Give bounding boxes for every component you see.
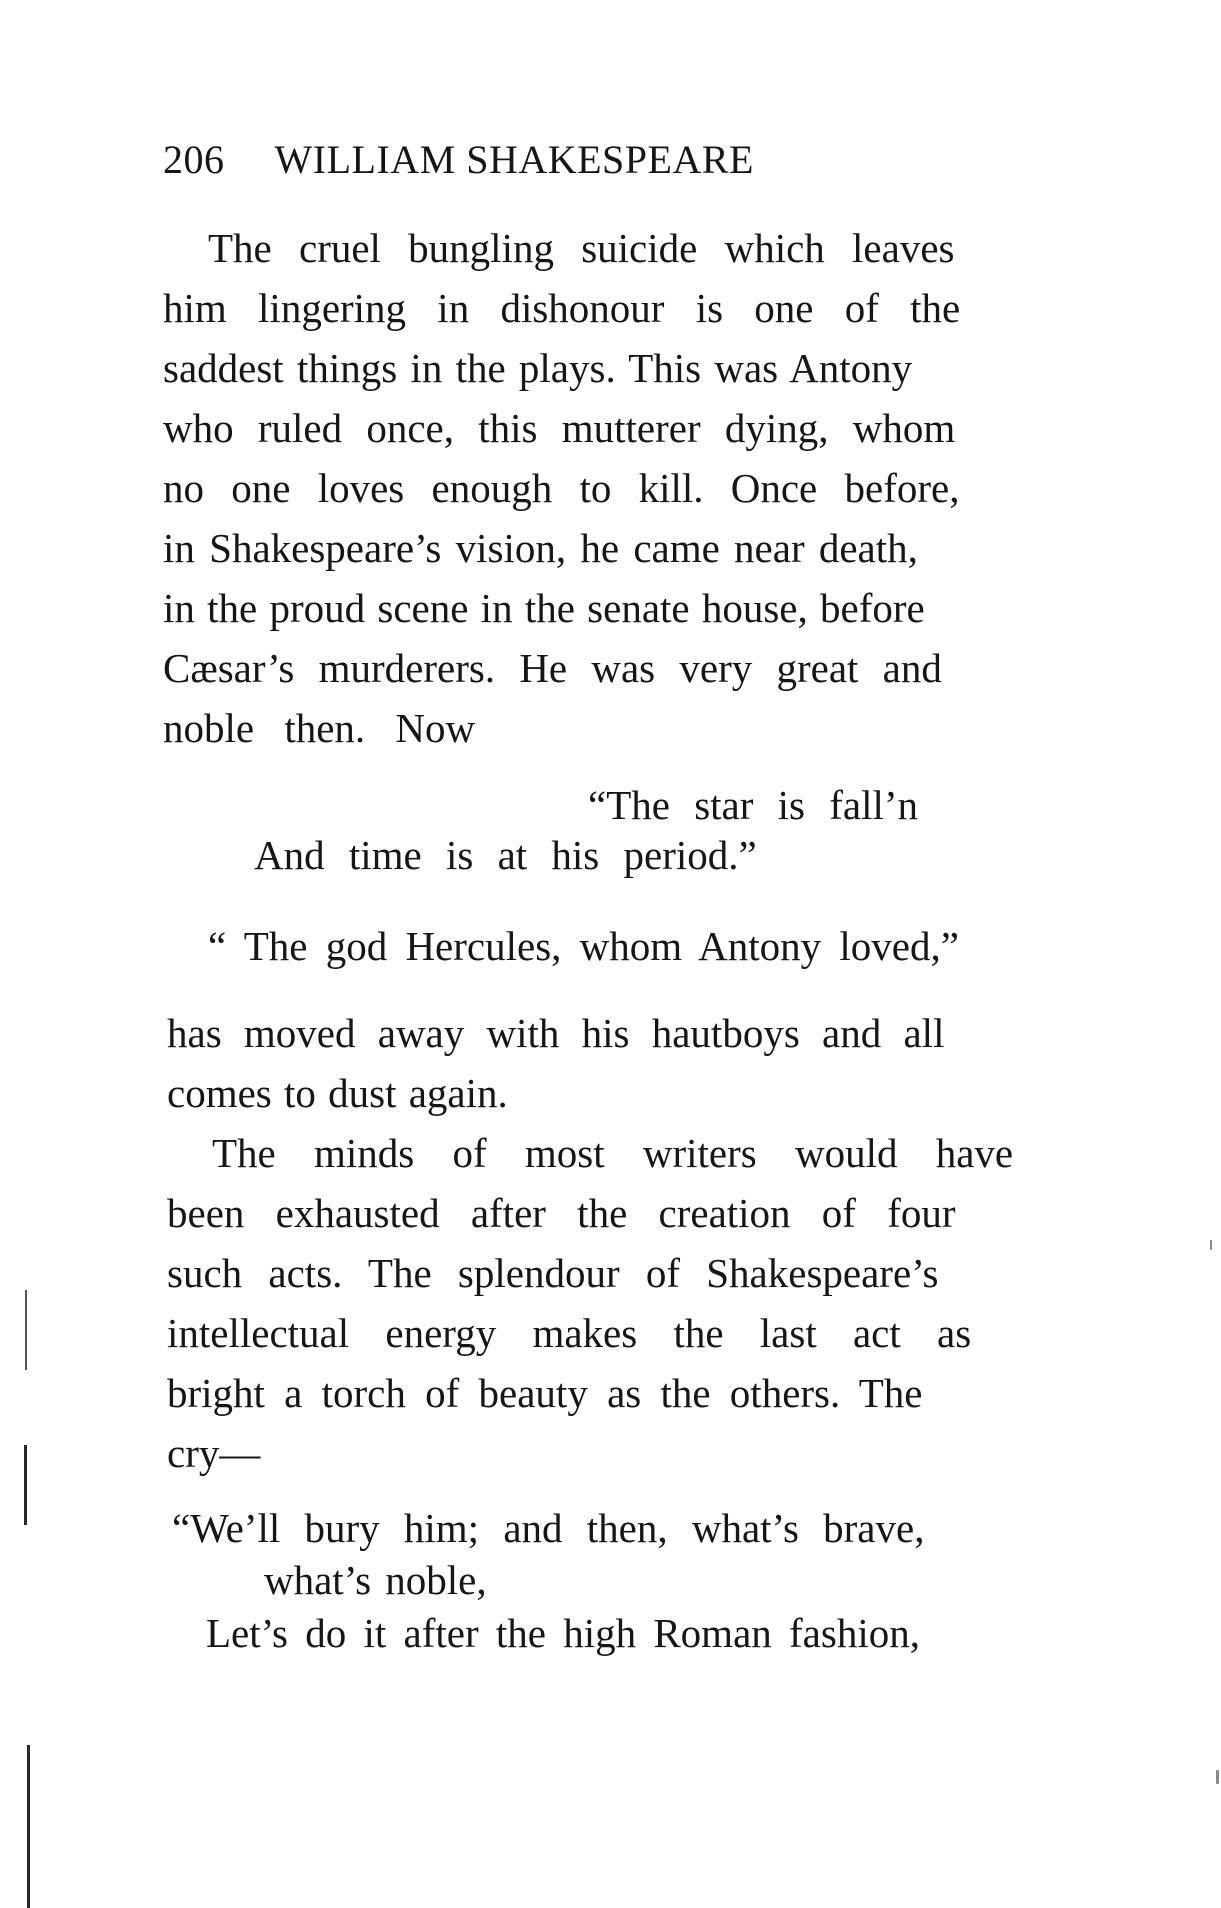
text-line xyxy=(167,1190,1072,1236)
scan-edge-mark xyxy=(27,1745,30,1908)
text-line xyxy=(167,1370,1072,1416)
text-line-content: cry— xyxy=(167,1430,261,1476)
text-line xyxy=(167,1310,1072,1356)
text-line-content: such acts. The splendour of Shakespeare’s xyxy=(167,1250,939,1296)
text-line xyxy=(167,1010,1069,1056)
text-line-content: intellectual energy makes the last act as xyxy=(167,1310,972,1356)
text-line xyxy=(163,585,1065,631)
text-line-content: Cæsar’s murderers. He was very great and xyxy=(163,645,942,691)
text-line-content: who ruled once, this mutterer dying, whom xyxy=(163,405,956,451)
text-line xyxy=(163,645,1065,691)
text-line-content: him lingering in dishonour is one of the xyxy=(163,285,961,331)
text-line xyxy=(163,345,1065,391)
verse-line xyxy=(588,782,919,828)
page-number: 206 xyxy=(163,137,225,182)
verse-line-content: Let’s do it after the high Roman fashion, xyxy=(206,1610,920,1656)
verse-line-content: And time is at his period.” xyxy=(254,832,757,878)
text-line xyxy=(163,285,1065,331)
text-line xyxy=(208,225,1065,271)
text-line-content: in the proud scene in the senate house, before xyxy=(163,585,925,631)
verse-line xyxy=(172,1505,925,1551)
text-line-content: been exhausted after the creation of four xyxy=(167,1190,956,1236)
text-line xyxy=(163,465,1065,511)
text-line-content: has moved away with his hautboys and all xyxy=(167,1010,945,1056)
verse-line-content: “ The god Hercules, whom Antony loved,” xyxy=(208,923,959,969)
scan-speck xyxy=(1210,1240,1212,1250)
text-line xyxy=(212,1130,1072,1176)
text-line-content: The cruel bungling suicide which leaves xyxy=(208,225,955,271)
text-line xyxy=(167,1070,508,1116)
scan-edge-mark xyxy=(24,1445,27,1525)
verse-line-content: what’s noble, xyxy=(264,1557,487,1603)
running-title: WILLIAM SHAKESPEARE xyxy=(274,137,754,182)
verse-line xyxy=(254,832,757,878)
text-line xyxy=(163,705,476,751)
verse-line xyxy=(208,923,959,969)
text-line-content: The minds of most writers would have xyxy=(212,1130,1014,1176)
text-line-content: bright a torch of beauty as the others. The xyxy=(167,1370,923,1416)
text-line xyxy=(167,1250,1072,1296)
text-line-content: no one loves enough to kill. Once before, xyxy=(163,465,960,511)
scan-speck xyxy=(1216,1770,1219,1784)
verse-line xyxy=(206,1610,920,1656)
text-line xyxy=(163,525,1065,571)
verse-line-content: “We’ll bury him; and then, what’s brave, xyxy=(172,1505,925,1551)
text-line xyxy=(167,1430,261,1476)
verse-line-content: “The star is fall’n xyxy=(588,782,919,828)
running-header xyxy=(163,137,754,182)
text-line-content: saddest things in the plays. This was Antony xyxy=(163,345,913,391)
text-line xyxy=(163,405,1065,451)
text-line-content: noble then. Now xyxy=(163,705,476,751)
text-line-content: comes to dust again. xyxy=(167,1070,508,1116)
scan-edge-mark xyxy=(25,1290,27,1370)
text-line-content: in Shakespeare’s vision, he came near death, xyxy=(163,525,918,571)
verse-line xyxy=(264,1557,487,1603)
